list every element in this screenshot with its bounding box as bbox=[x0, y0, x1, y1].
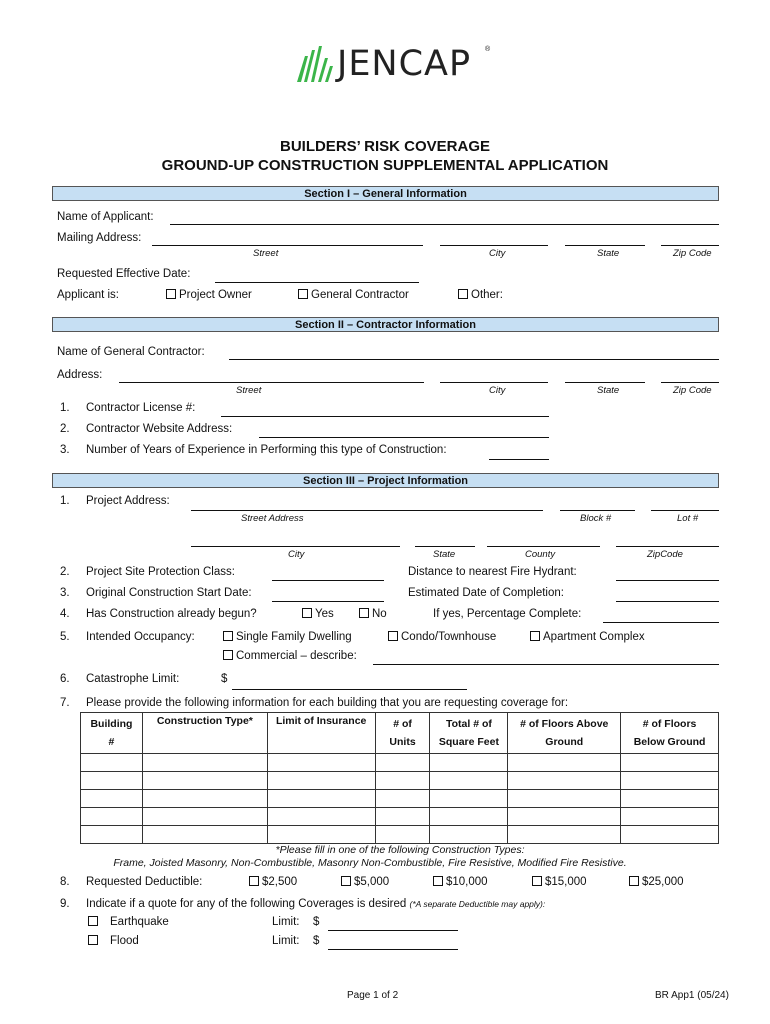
street-caption: Street bbox=[253, 248, 279, 259]
coverage-quote-label bbox=[86, 898, 545, 910]
contractor-website-label: Contractor Website Address: bbox=[86, 423, 233, 435]
contractor-website-field[interactable] bbox=[259, 437, 549, 438]
project-lot-field[interactable] bbox=[651, 510, 719, 511]
deductible-5000-option[interactable] bbox=[341, 876, 389, 888]
deductible-25000-option[interactable] bbox=[629, 876, 684, 888]
earthquake-option[interactable] bbox=[88, 916, 169, 928]
col-building: Building # bbox=[81, 713, 143, 754]
deductible-10000-text: $10,000 bbox=[446, 876, 488, 888]
deductible-10000-option[interactable] bbox=[433, 876, 488, 888]
catastrophe-limit-field[interactable] bbox=[232, 689, 467, 690]
coverage-quote-text: Indicate if a quote for any of the following Coverages is desired bbox=[86, 898, 407, 910]
gc-street-field[interactable] bbox=[119, 382, 424, 383]
deductible-25000-text: $25,000 bbox=[642, 876, 684, 888]
street-address-caption: Street Address bbox=[241, 513, 304, 524]
city-caption: City bbox=[489, 385, 506, 396]
jencap-logo-mark-icon bbox=[295, 42, 335, 86]
project-state-field[interactable] bbox=[415, 546, 475, 547]
gc-name-field[interactable] bbox=[229, 359, 719, 360]
form-subtitle: GROUND-UP CONSTRUCTION SUPPLEMENTAL APPLICATION bbox=[161, 157, 609, 174]
project-county-field[interactable] bbox=[487, 546, 600, 547]
project-owner-checkbox[interactable] bbox=[166, 289, 176, 299]
project-owner-option[interactable] bbox=[166, 289, 252, 301]
percent-complete-label: If yes, Percentage Complete: bbox=[433, 608, 582, 620]
project-block-field[interactable] bbox=[560, 510, 635, 511]
general-contractor-checkbox[interactable] bbox=[298, 289, 308, 299]
apartment-checkbox[interactable] bbox=[530, 631, 540, 641]
project-address-label: Project Address: bbox=[86, 495, 170, 507]
commercial-describe-field[interactable] bbox=[373, 664, 719, 665]
single-family-checkbox[interactable] bbox=[223, 631, 233, 641]
deductible-5000-checkbox[interactable] bbox=[341, 876, 351, 886]
begun-no-option[interactable] bbox=[359, 608, 387, 620]
protection-class-field[interactable] bbox=[272, 580, 384, 581]
city-caption: City bbox=[489, 248, 506, 259]
deductible-5000-text: $5,000 bbox=[354, 876, 390, 888]
mailing-zip-field[interactable] bbox=[661, 245, 719, 246]
table-row[interactable] bbox=[81, 790, 719, 808]
earthquake-limit-field[interactable] bbox=[328, 930, 458, 931]
dollar-sign: $ bbox=[221, 673, 228, 685]
completion-date-label: Estimated Date of Completion: bbox=[408, 587, 564, 599]
item-number: 6. bbox=[60, 673, 70, 685]
commercial-text: Commercial – describe: bbox=[236, 650, 357, 662]
deductible-25000-checkbox[interactable] bbox=[629, 876, 639, 886]
occupancy-single-option[interactable] bbox=[223, 631, 352, 643]
item-number: 3. bbox=[60, 587, 70, 599]
flood-checkbox[interactable] bbox=[88, 935, 98, 945]
other-checkbox[interactable] bbox=[458, 289, 468, 299]
building-table bbox=[80, 712, 719, 844]
construction-type-list: Frame, Joisted Masonry, Non-Combustible, Masonry Non-Combustible, Fire Resistive, Modified Fire Resistive. bbox=[113, 857, 627, 869]
mailing-city-field[interactable] bbox=[440, 245, 548, 246]
deductible-2500-checkbox[interactable] bbox=[249, 876, 259, 886]
lot-caption: Lot # bbox=[677, 513, 699, 524]
table-row[interactable] bbox=[81, 772, 719, 790]
gc-zip-field[interactable] bbox=[661, 382, 719, 383]
dollar-sign: $ bbox=[313, 916, 320, 928]
gc-address-label: Address: bbox=[57, 369, 103, 381]
gc-city-field[interactable] bbox=[440, 382, 548, 383]
deductible-2500-option[interactable] bbox=[249, 876, 297, 888]
single-family-text: Single Family Dwelling bbox=[236, 631, 352, 643]
dollar-sign: $ bbox=[313, 935, 320, 947]
item-number: 3. bbox=[60, 444, 70, 456]
general-contractor-text: General Contractor bbox=[311, 289, 409, 301]
flood-option[interactable] bbox=[88, 935, 139, 947]
project-owner-text: Project Owner bbox=[179, 289, 252, 301]
flood-limit-label: Limit: bbox=[272, 935, 300, 947]
construction-begun-label: Has Construction already begun? bbox=[86, 608, 257, 620]
flood-limit-field[interactable] bbox=[328, 949, 458, 950]
begun-yes-option[interactable] bbox=[302, 608, 334, 620]
earthquake-limit-label: Limit: bbox=[272, 916, 300, 928]
state-caption: State bbox=[433, 549, 456, 560]
fire-hydrant-field[interactable] bbox=[616, 580, 719, 581]
item-number: 1. bbox=[60, 495, 70, 507]
block-caption: Block # bbox=[580, 513, 612, 524]
name-of-applicant-field[interactable] bbox=[170, 224, 719, 225]
section-3-header: Section III – Project Information bbox=[52, 473, 719, 488]
contractor-license-field[interactable] bbox=[221, 416, 549, 417]
state-caption: State bbox=[597, 385, 620, 396]
deductible-15000-text: $15,000 bbox=[545, 876, 587, 888]
col-construction-type: Construction Type* bbox=[142, 713, 267, 754]
contractor-license-label: Contractor License #: bbox=[86, 402, 196, 414]
state-caption: State bbox=[597, 248, 620, 259]
item-number: 1. bbox=[60, 402, 70, 414]
buildings-instruction: Please provide the following information for each building that you are requesting coverage for: bbox=[86, 697, 569, 709]
form-title: BUILDERS’ RISK COVERAGE bbox=[279, 138, 491, 155]
years-experience-label: Number of Years of Experience in Performing this type of Construction: bbox=[86, 444, 447, 456]
col-units: # of Units bbox=[375, 713, 430, 754]
start-date-field[interactable] bbox=[272, 601, 384, 602]
item-number: 2. bbox=[60, 566, 70, 578]
separate-deductible-note: (*A separate Deductible may apply): bbox=[409, 899, 546, 909]
section-2-header: Section II – Contractor Information bbox=[52, 317, 719, 332]
jencap-logo-text: JENCAP bbox=[337, 44, 472, 84]
percent-complete-field[interactable] bbox=[603, 622, 719, 623]
col-floors-below: # of Floors Below Ground bbox=[621, 713, 719, 754]
deductible-10000-checkbox[interactable] bbox=[433, 876, 443, 886]
condo-text: Condo/Townhouse bbox=[401, 631, 497, 643]
occupancy-commercial-option[interactable] bbox=[223, 650, 357, 662]
start-date-label: Original Construction Start Date: bbox=[86, 587, 252, 599]
county-caption: County bbox=[525, 549, 556, 560]
jencap-logo bbox=[295, 42, 495, 86]
occupancy-condo-option[interactable] bbox=[388, 631, 496, 643]
street-caption: Street bbox=[236, 385, 262, 396]
gc-name-label: Name of General Contractor: bbox=[57, 346, 205, 358]
mailing-state-field[interactable] bbox=[565, 245, 645, 246]
item-number: 5. bbox=[60, 631, 70, 643]
condo-checkbox[interactable] bbox=[388, 631, 398, 641]
deductible-label: Requested Deductible: bbox=[86, 876, 203, 888]
general-contractor-option[interactable] bbox=[298, 289, 409, 301]
yes-text: Yes bbox=[315, 608, 334, 620]
deductible-15000-checkbox[interactable] bbox=[532, 876, 542, 886]
project-city-field[interactable] bbox=[191, 546, 400, 547]
city-caption: City bbox=[288, 549, 305, 560]
mailing-address-label: Mailing Address: bbox=[57, 232, 142, 244]
item-number: 2. bbox=[60, 423, 70, 435]
intended-occupancy-label: Intended Occupancy: bbox=[86, 631, 195, 643]
name-of-applicant-label: Name of Applicant: bbox=[57, 211, 154, 223]
no-text: No bbox=[372, 608, 387, 620]
catastrophe-limit-label: Catastrophe Limit: bbox=[86, 673, 180, 685]
zip-caption: Zip Code bbox=[673, 385, 712, 396]
col-square-feet: Total # of Square Feet bbox=[430, 713, 508, 754]
other-text: Other: bbox=[471, 289, 503, 301]
protection-class-label: Project Site Protection Class: bbox=[86, 566, 235, 578]
page-number: Page 1 of 2 bbox=[347, 990, 399, 1001]
completion-date-field[interactable] bbox=[616, 601, 719, 602]
table-row[interactable] bbox=[81, 826, 719, 844]
deductible-15000-option[interactable] bbox=[532, 876, 587, 888]
table-header-row bbox=[81, 713, 719, 754]
occupancy-apartment-option[interactable] bbox=[530, 631, 645, 643]
apartment-text: Apartment Complex bbox=[543, 631, 645, 643]
item-number: 9. bbox=[60, 898, 70, 910]
project-street-field[interactable] bbox=[191, 510, 543, 511]
item-number: 4. bbox=[60, 608, 70, 620]
construction-type-note: *Please fill in one of the following Construction Types: bbox=[275, 844, 525, 856]
mailing-street-field[interactable] bbox=[152, 245, 423, 246]
applicant-is-label: Applicant is: bbox=[57, 289, 120, 301]
table-row[interactable] bbox=[81, 808, 719, 826]
gc-state-field[interactable] bbox=[565, 382, 645, 383]
effective-date-label: Requested Effective Date: bbox=[57, 268, 191, 280]
item-number: 8. bbox=[60, 876, 70, 888]
zipcode-caption: ZipCode bbox=[647, 549, 683, 560]
section-1-header: Section I – General Information bbox=[52, 186, 719, 201]
begun-no-checkbox[interactable] bbox=[359, 608, 369, 618]
begun-yes-checkbox[interactable] bbox=[302, 608, 312, 618]
flood-text: Flood bbox=[110, 935, 139, 947]
earthquake-text: Earthquake bbox=[110, 916, 169, 928]
other-option[interactable] bbox=[458, 289, 503, 301]
commercial-checkbox[interactable] bbox=[223, 650, 233, 660]
project-zipcode-field[interactable] bbox=[616, 546, 719, 547]
col-floors-above: # of Floors Above Ground bbox=[508, 713, 621, 754]
effective-date-field[interactable] bbox=[215, 282, 419, 283]
deductible-2500-text: $2,500 bbox=[262, 876, 298, 888]
col-limit-of-insurance: Limit of Insurance bbox=[267, 713, 375, 754]
registered-mark: ® bbox=[485, 46, 491, 53]
fire-hydrant-label: Distance to nearest Fire Hydrant: bbox=[408, 566, 577, 578]
table-row[interactable] bbox=[81, 754, 719, 772]
zip-caption: Zip Code bbox=[673, 248, 712, 259]
form-number: BR App1 (05/24) bbox=[655, 990, 729, 1001]
years-experience-field[interactable] bbox=[489, 459, 549, 460]
item-number: 7. bbox=[60, 697, 70, 709]
earthquake-checkbox[interactable] bbox=[88, 916, 98, 926]
